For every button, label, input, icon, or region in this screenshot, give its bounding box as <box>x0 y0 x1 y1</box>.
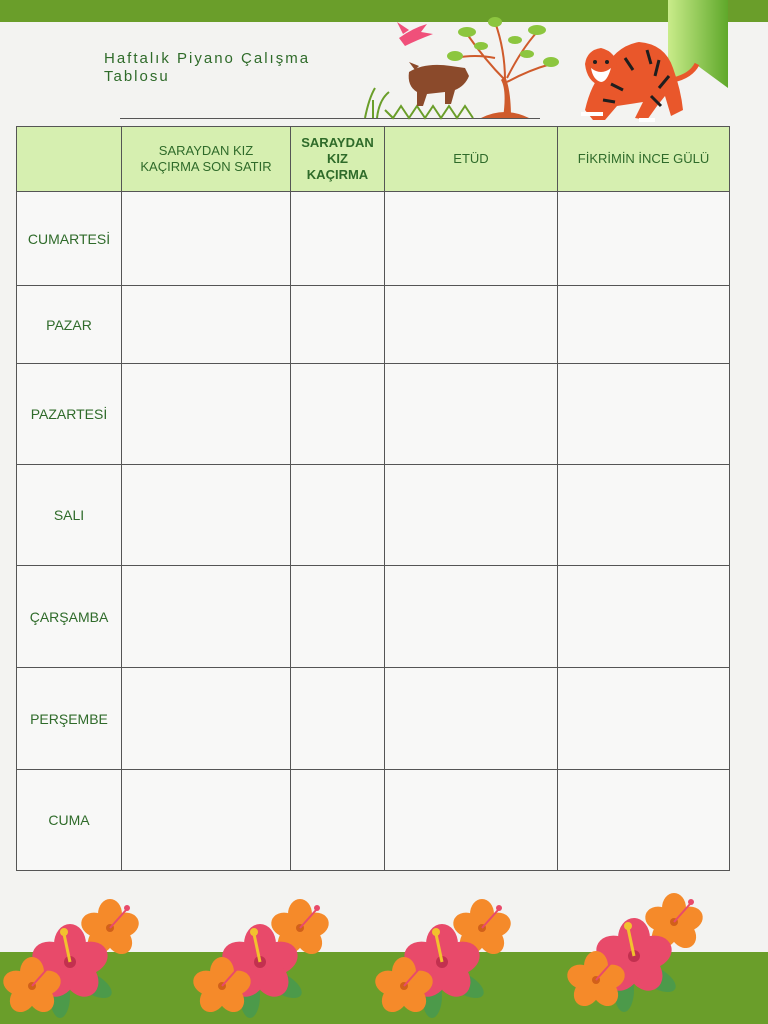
table-row <box>17 364 730 465</box>
entry-cell[interactable] <box>558 364 730 465</box>
entry-cell[interactable] <box>558 192 730 286</box>
jungle-illustration <box>355 10 705 125</box>
hibiscus-flower-icon <box>564 893 706 1012</box>
bird-illustration <box>397 22 433 46</box>
tiger-illustration <box>581 42 697 120</box>
practice-table <box>16 126 730 871</box>
header-cell-etud: ETÜD <box>385 127 558 192</box>
boar-illustration <box>409 62 469 106</box>
table-row <box>17 192 730 286</box>
entry-cell[interactable] <box>558 668 730 770</box>
entry-cell[interactable] <box>385 192 558 286</box>
header-cell-empty <box>17 127 122 192</box>
entry-cell[interactable] <box>122 286 291 364</box>
entry-cell[interactable] <box>122 364 291 465</box>
entry-cell[interactable] <box>558 770 730 871</box>
tree-illustration <box>447 17 559 118</box>
entry-cell[interactable] <box>291 192 385 286</box>
entry-cell[interactable] <box>291 364 385 465</box>
entry-cell[interactable] <box>385 364 558 465</box>
hibiscus-border <box>0 890 768 1024</box>
table-row <box>17 465 730 566</box>
header-row <box>17 127 730 192</box>
entry-cell[interactable] <box>291 770 385 871</box>
header-cell-saraydan-kiz-kacirma: SARAYDAN KIZ KAÇIRMA <box>291 127 385 192</box>
entry-cell[interactable] <box>558 566 730 668</box>
entry-cell[interactable] <box>291 286 385 364</box>
page-title: Haftalık Piyano Çalışma Tablosu <box>104 50 311 85</box>
day-label: PAZARTESİ <box>17 364 122 465</box>
day-label: ÇARŞAMBA <box>17 566 122 668</box>
hibiscus-flower-icon <box>0 899 142 1018</box>
table-row <box>17 770 730 871</box>
header-cell-fikrimin-ince-gulu: FİKRİMİN İNCE GÜLÜ <box>558 127 730 192</box>
hibiscus-flower-icon <box>372 899 514 1018</box>
table-row <box>17 566 730 668</box>
entry-cell[interactable] <box>122 566 291 668</box>
entry-cell[interactable] <box>385 668 558 770</box>
entry-cell[interactable] <box>558 286 730 364</box>
entry-cell[interactable] <box>122 770 291 871</box>
table-row <box>17 668 730 770</box>
entry-cell[interactable] <box>385 286 558 364</box>
hibiscus-flower-icon <box>190 899 332 1018</box>
day-label: CUMA <box>17 770 122 871</box>
entry-cell[interactable] <box>291 566 385 668</box>
day-label: PAZAR <box>17 286 122 364</box>
table-row <box>17 286 730 364</box>
entry-cell[interactable] <box>558 465 730 566</box>
entry-cell[interactable] <box>122 192 291 286</box>
day-label: PERŞEMBE <box>17 668 122 770</box>
entry-cell[interactable] <box>291 668 385 770</box>
day-label: CUMARTESİ <box>17 192 122 286</box>
entry-cell[interactable] <box>385 770 558 871</box>
header-cell-son-satir: SARAYDAN KIZ KAÇIRMA SON SATIR <box>122 127 291 192</box>
entry-cell[interactable] <box>122 668 291 770</box>
entry-cell[interactable] <box>385 465 558 566</box>
entry-cell[interactable] <box>122 465 291 566</box>
entry-cell[interactable] <box>291 465 385 566</box>
day-label: SALI <box>17 465 122 566</box>
entry-cell[interactable] <box>385 566 558 668</box>
